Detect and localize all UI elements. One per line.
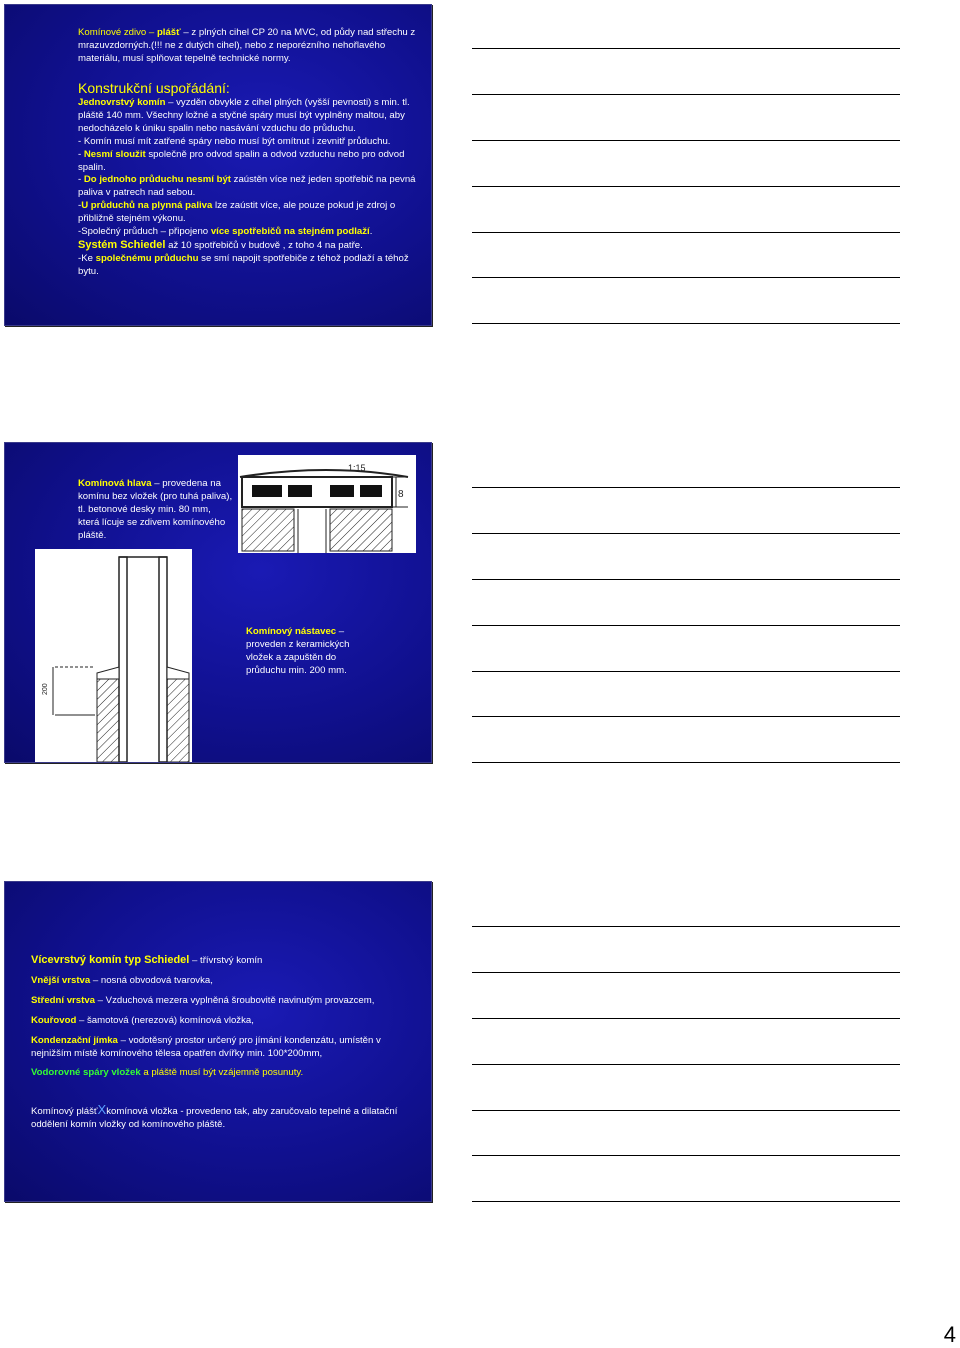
slide-1 xyxy=(4,4,432,326)
slide-3 xyxy=(4,881,432,1202)
slide-2 xyxy=(4,442,432,763)
slide1-body: Jednovrstvý komín – vyzděn obvykle z cihel plných (vyšší pevnosti) s min. tl. pláště 140 mm. Všechny ložné a styčné spáry musí být vyplněny maltou, aby nedocházelo k úniku spalin nebo nasávání vzduchu do průduchu. - Komín musí mít zatřené spáry nebo musí být omítnut i zevnitř průduchu. - Nesmí sloužit společně pro odvod spalin a odvod vzduchu nebo pro odvod spalin. - Do jednoho průduchu nesmí být zaústěn více než jeden spotřebič na pevná paliva v patrech nad sebou. -U průduchů na plynná paliva lze zaústit více, ale pouze pokud je zdroj o přibližně stejném výkonu. -Společný průduch – připojeno více spotřebičů na stejném podlaží. Systém Schiedel až 10 spotřebičů v budově , z toho 4 na patře. -Ke společnému průduchu se smí napojit spotřebiče z téhož podlaží a téhož bytu. xyxy=(78,97,416,277)
dim-label-8: 8 xyxy=(398,489,404,500)
dim-label-200: 200 xyxy=(42,683,49,695)
chimney-head-drawing xyxy=(238,455,416,553)
chimney-extension-text: Komínový nástavec – proveden z keramických vložek a zapuštěn do průduchu min. 200 mm. xyxy=(246,626,350,676)
page-number: 4 xyxy=(943,1322,956,1347)
slide3-body: Vícevrstvý komín typ Schiedel – třívrstvý komín Vnější vrstva – nosná obvodová tvarovka, Střední vrstva – Vzduchová mezera vyplněná šroubovitě navinutým provazcem, Kouřovod – šamotová (nerezová) komínová vložka, Kondenzační jímka – vodotěsný prostor určený pro jímání kondenzátu, umístěn v nejnižším místě komínového tělesa opatřen dvířky min. 100*200mm, Vodorovné spáry vložek a pláště musí být vzájemně posunuty. Komínový plášťXkomínová vložka - provedeno tak, aby zaručovalo tepelné a dilatační oddělení komín vložky od komínového pláště. xyxy=(31,954,398,1131)
chimney-head-svg xyxy=(238,455,416,553)
dim-label-scale: 1:15 xyxy=(348,463,366,473)
slide1-intro: Komínové zdivo – plášť – z plných cihel CP 20 na MVC, od půdy nad střechu z mrazuvzdorných.(!!! ne z dutých cihel), nebo z neporézního nehořlavého materiálu, musí splňovat tepelně technické normy. xyxy=(78,27,416,64)
chimney-extension-drawing xyxy=(35,549,192,762)
slide1-heading: Konstrukční uspořádání: xyxy=(78,80,230,96)
chimney-head-text: Komínová hlava – provedena na komínu bez vložek (pro tuhá paliva), tl. betonové desky min. 80 mm, která lícuje se zdivem komínového pláště. xyxy=(78,478,233,541)
chimney-extension-svg xyxy=(35,549,192,762)
